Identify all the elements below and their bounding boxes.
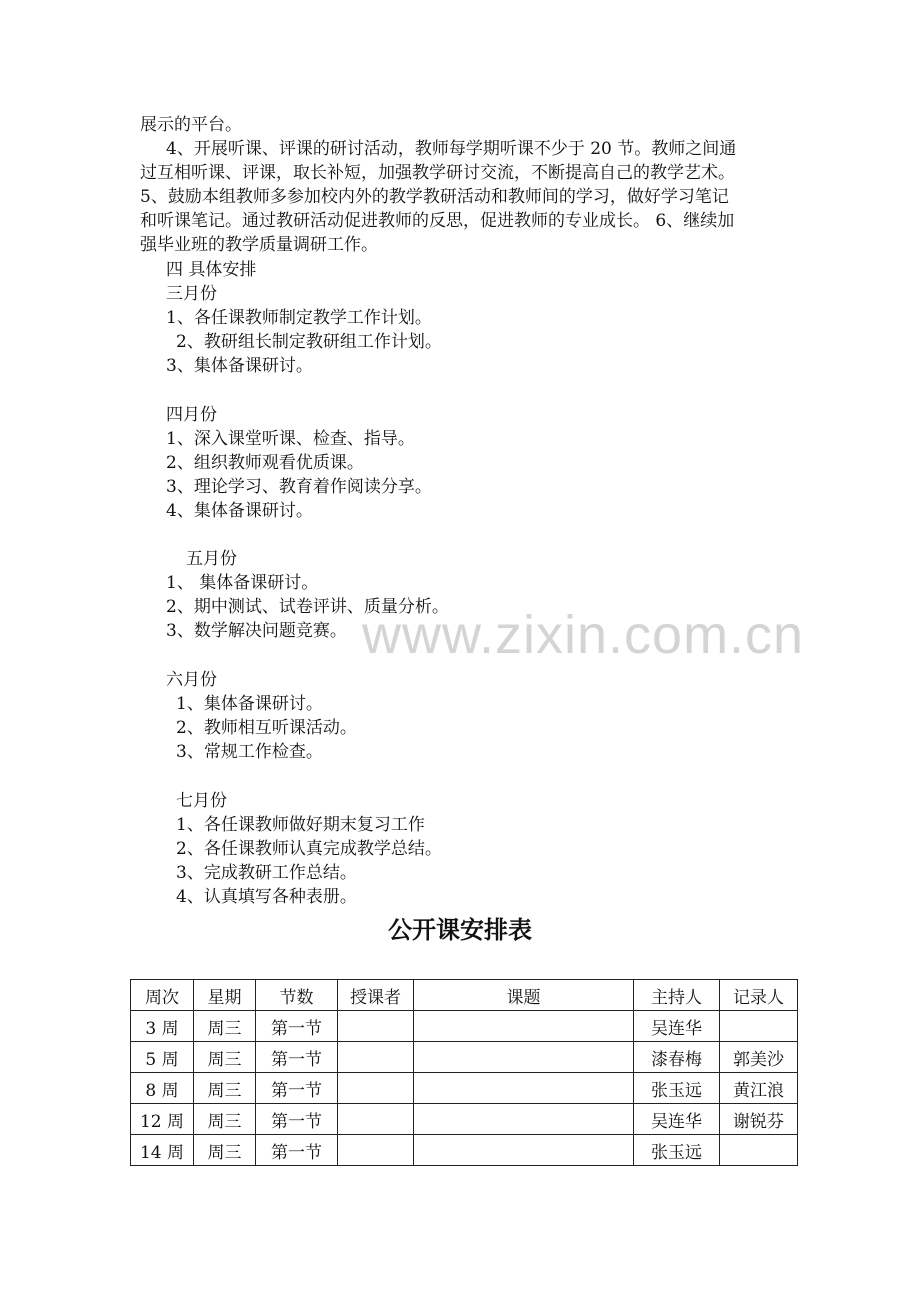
- header-cell: 课题: [414, 980, 634, 1011]
- list-item: 1、深入课堂听课、检查、指导。: [166, 429, 415, 449]
- header-cell: 记录人: [720, 980, 798, 1011]
- table-cell: 郭美沙: [720, 1042, 798, 1073]
- table-cell: 张玉远: [634, 1073, 720, 1104]
- table-cell: 第一节: [256, 1042, 338, 1073]
- paragraph-line: 5、鼓励本组教师多参加校内外的教学教研活动和教师间的学习，做好学习笔记: [140, 187, 729, 207]
- table-cell: [414, 1073, 634, 1104]
- table-row: [131, 1011, 798, 1042]
- month-title-april: 四月份: [166, 405, 217, 425]
- month-title-july: 七月份: [176, 791, 227, 811]
- table-cell: 第一节: [256, 1073, 338, 1104]
- table-cell: 8 周: [131, 1073, 194, 1104]
- schedule-table: [130, 979, 798, 1166]
- table-cell: [414, 1104, 634, 1135]
- watermark: www.zixin.com.cn: [362, 605, 805, 665]
- month-title-may: 五月份: [186, 549, 237, 569]
- header-cell: 周次: [131, 980, 194, 1011]
- table-cell: 黄江浪: [720, 1073, 798, 1104]
- list-item: 3、完成教研工作总结。: [176, 863, 357, 883]
- month-title-march: 三月份: [166, 284, 217, 304]
- paragraph-line: 强毕业班的教学质量调研工作。: [140, 235, 378, 255]
- table-row: [131, 1104, 798, 1135]
- table-row: [131, 1073, 798, 1104]
- list-item: 2、教研组长制定教研组工作计划。: [176, 332, 442, 352]
- table-cell: 12 周: [131, 1104, 194, 1135]
- paragraph-line: 展示的平台。: [140, 115, 242, 135]
- paragraph-line: 4、开展听课、评课的研讨活动，教师每学期听课不少于 20 节。教师之间通: [166, 139, 737, 159]
- list-item: 3、数学解决问题竞赛。: [166, 621, 347, 641]
- table-cell: 14 周: [131, 1135, 194, 1166]
- list-item: 4、认真填写各种表册。: [176, 887, 357, 907]
- table-cell: 第一节: [256, 1011, 338, 1042]
- table-cell: [414, 1135, 634, 1166]
- table-row: [131, 1042, 798, 1073]
- table-cell: [338, 1104, 414, 1135]
- table-cell: 张玉远: [634, 1135, 720, 1166]
- list-item: 1、 集体备课研讨。: [166, 573, 319, 593]
- table-cell: [414, 1042, 634, 1073]
- table-cell: 5 周: [131, 1042, 194, 1073]
- table-cell: [720, 1011, 798, 1042]
- list-item: 1、各任课教师做好期末复习工作: [176, 815, 425, 835]
- table-cell: [338, 1011, 414, 1042]
- table-cell: [338, 1073, 414, 1104]
- table-cell: [720, 1135, 798, 1166]
- list-item: 2、教师相互听课活动。: [176, 718, 357, 738]
- table-title: 公开课安排表: [388, 916, 532, 944]
- list-item: 2、组织教师观看优质课。: [166, 453, 364, 473]
- paragraph-line: 和听课笔记。通过教研活动促进教师的反思，促进教师的专业成长。 6、继续加: [140, 211, 735, 231]
- header-cell: 授课者: [338, 980, 414, 1011]
- header-cell: 星期: [194, 980, 256, 1011]
- list-item: 1、各任课教师制定教学工作计划。: [166, 308, 432, 328]
- table-cell: 周三: [194, 1042, 256, 1073]
- table-cell: 3 周: [131, 1011, 194, 1042]
- list-item: 3、理论学习、教育着作阅读分享。: [166, 477, 432, 497]
- header-cell: 节数: [256, 980, 338, 1011]
- list-item: 2、各任课教师认真完成教学总结。: [176, 839, 442, 859]
- list-item: 1、集体备课研讨。: [176, 694, 323, 714]
- table-cell: 漆春梅: [634, 1042, 720, 1073]
- table-cell: 周三: [194, 1011, 256, 1042]
- month-title-june: 六月份: [166, 670, 217, 690]
- table-cell: [338, 1135, 414, 1166]
- table-cell: 吴连华: [634, 1011, 720, 1042]
- list-item: 4、集体备课研讨。: [166, 501, 313, 521]
- table-cell: 第一节: [256, 1104, 338, 1135]
- table-cell: 谢锐芬: [720, 1104, 798, 1135]
- table-cell: 周三: [194, 1073, 256, 1104]
- table-cell: 周三: [194, 1104, 256, 1135]
- table-cell: [338, 1042, 414, 1073]
- paragraph-line: 过互相听课、评课，取长补短，加强教学研讨交流，不断提高自己的教学艺术。: [140, 163, 735, 183]
- table-cell: 周三: [194, 1135, 256, 1166]
- header-cell: 主持人: [634, 980, 720, 1011]
- section-heading: 四 具体安排: [166, 260, 257, 280]
- table-header-row: [131, 980, 798, 1011]
- list-item: 2、期中测试、试卷评讲、质量分析。: [166, 597, 449, 617]
- list-item: 3、常规工作检查。: [176, 742, 323, 762]
- table-cell: [414, 1011, 634, 1042]
- table-row: [131, 1135, 798, 1166]
- list-item: 3、集体备课研讨。: [166, 356, 313, 376]
- table-cell: 吴连华: [634, 1104, 720, 1135]
- table-cell: 第一节: [256, 1135, 338, 1166]
